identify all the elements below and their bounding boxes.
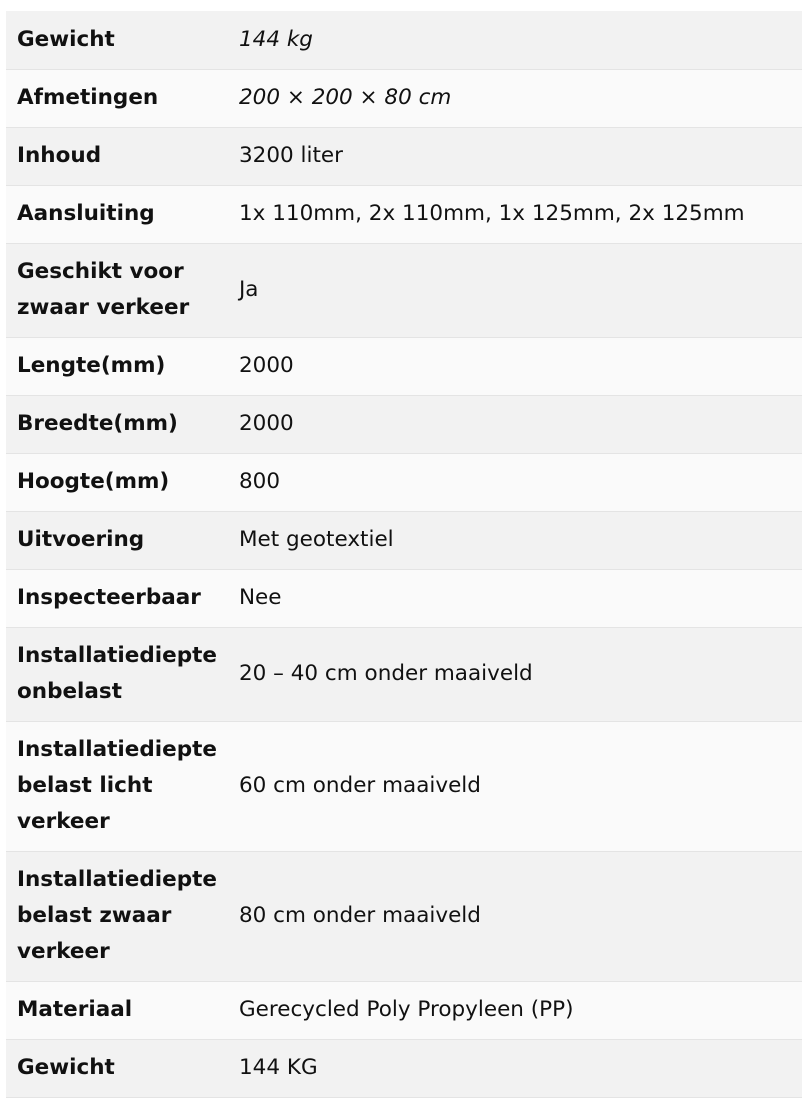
spec-label: Geschikt voor zwaar verkeer bbox=[17, 259, 190, 320]
spec-value: 1x 110mm, 2x 110mm, 1x 125mm, 2x 125mm bbox=[238, 201, 745, 226]
spec-label: Afmetingen bbox=[17, 85, 159, 110]
spec-value: Gerecycled Poly Propyleen (PP) bbox=[238, 997, 574, 1022]
spec-label: Uitvoering bbox=[17, 527, 145, 552]
spec-row-breedte bbox=[6, 395, 802, 453]
spec-row-geschikt-zwaar-verkeer bbox=[6, 243, 802, 337]
spec-value: Ja bbox=[238, 277, 259, 302]
spec-row-gewicht-kg bbox=[6, 1039, 802, 1097]
spec-row-aansluiting bbox=[6, 185, 802, 243]
spec-row-afmetingen bbox=[6, 69, 802, 127]
spec-row-installatiediepte-licht-verkeer bbox=[6, 721, 802, 851]
spec-value: 800 bbox=[238, 469, 281, 494]
spec-row-uitvoering bbox=[6, 511, 802, 569]
spec-value: 80 cm onder maaiveld bbox=[238, 903, 481, 928]
spec-value: 144 kg bbox=[238, 26, 313, 52]
spec-row-gewicht bbox=[6, 11, 802, 69]
spec-value: 200 × 200 × 80 cm bbox=[238, 85, 452, 110]
spec-label: Lengte(mm) bbox=[17, 353, 166, 378]
spec-value: Nee bbox=[238, 585, 282, 610]
spec-label: Hoogte(mm) bbox=[17, 469, 170, 494]
spec-row-installatiediepte-zwaar-verkeer bbox=[6, 851, 802, 981]
spec-label: Gewicht bbox=[17, 1055, 115, 1080]
spec-row-installatiediepte-onbelast bbox=[6, 627, 802, 721]
spec-label: Installatiediepte onbelast bbox=[17, 643, 217, 704]
spec-label: Installatiediepte belast licht verkeer bbox=[17, 737, 217, 834]
spec-value: 3200 liter bbox=[238, 143, 343, 168]
spec-value: 20 – 40 cm onder maaiveld bbox=[238, 661, 533, 686]
spec-row-lengte bbox=[6, 337, 802, 395]
spec-label: Inhoud bbox=[17, 143, 102, 168]
spec-label: Materiaal bbox=[17, 997, 133, 1022]
spec-label: Aansluiting bbox=[17, 201, 155, 226]
product-specs-table bbox=[6, 11, 802, 1098]
spec-value: 2000 bbox=[238, 353, 294, 378]
spec-value: Met geotextiel bbox=[238, 527, 394, 552]
spec-label: Installatiediepte belast zwaar verkeer bbox=[17, 867, 217, 964]
spec-value: 60 cm onder maaiveld bbox=[238, 773, 481, 798]
spec-row-inhoud bbox=[6, 127, 802, 185]
spec-row-inspecteerbaar bbox=[6, 569, 802, 627]
spec-label: Gewicht bbox=[17, 26, 115, 52]
spec-row-hoogte bbox=[6, 453, 802, 511]
spec-label: Breedte(mm) bbox=[17, 411, 178, 436]
spec-row-materiaal bbox=[6, 981, 802, 1039]
spec-value: 2000 bbox=[238, 411, 294, 436]
spec-label: Inspecteerbaar bbox=[17, 585, 201, 610]
spec-value: 144 KG bbox=[238, 1055, 318, 1080]
